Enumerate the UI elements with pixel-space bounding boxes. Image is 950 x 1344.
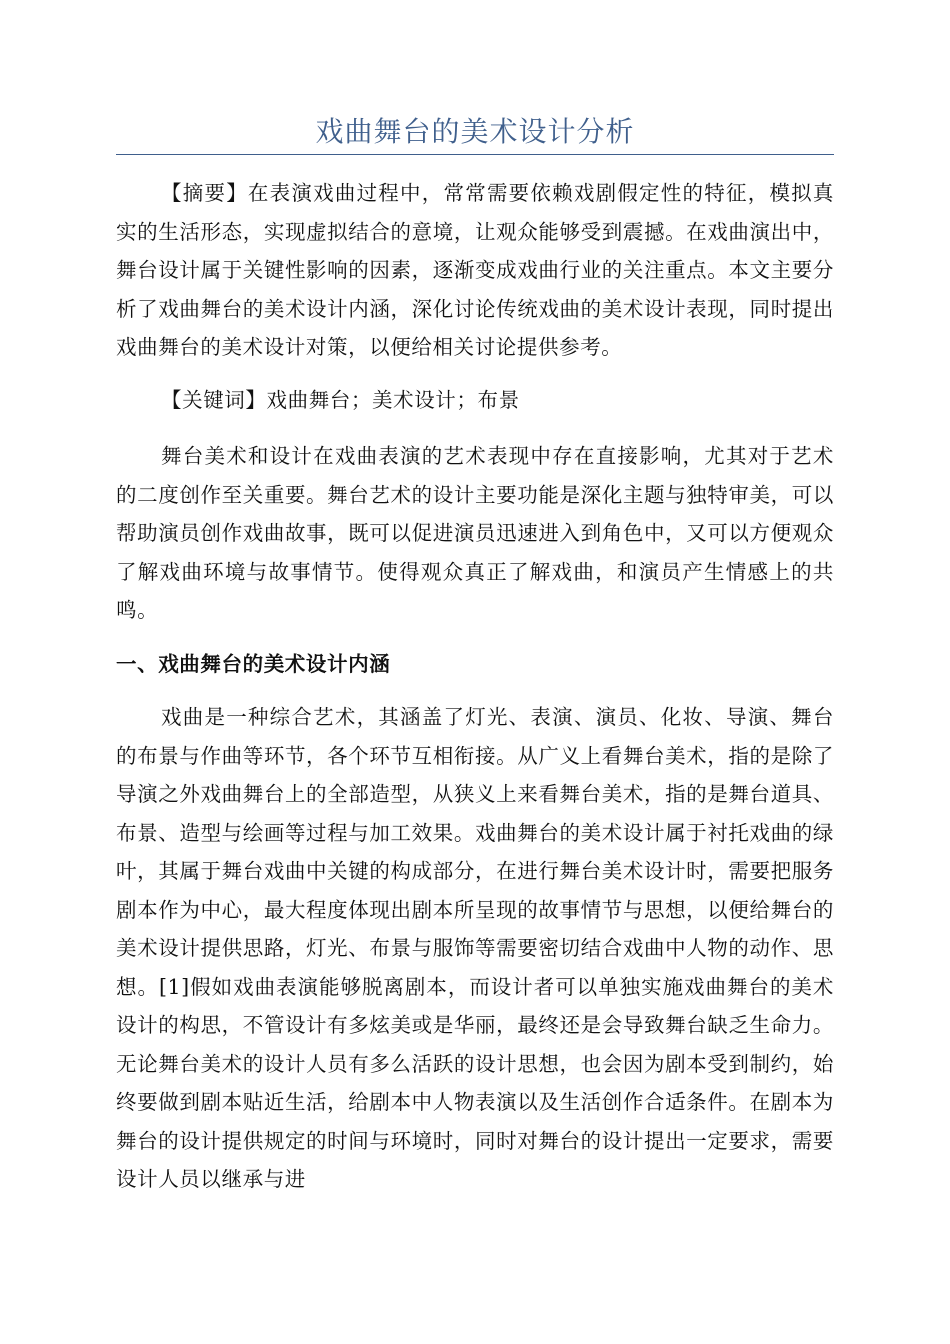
section-1-paragraph: 戏曲是一种综合艺术，其涵盖了灯光、表演、演员、化妆、导演、舞台的布景与作曲等环节，各个环节互相衔接。从广义上看舞台美术，指的是除了导演之外戏曲舞台上的全部造型，从狭义上来看舞台美术，指的是舞台道具、布景、造型与绘画等过程与加工效果。戏曲舞台的美术设计属于衬托戏曲的绿叶，其属于舞台戏曲中关键的构成部分，在进行舞台美术设计时，需要把服务剧本作为中心，最大程度体现出剧本所呈现的故事情节与思想，以便给舞台的美术设计提供思路，灯光、布景与服饰等需要密切结合戏曲中人物的动作、思想。[1]假如戏曲表演能够脱离剧本，而设计者可以单独实施戏曲舞台的美术设计的构思，不管设计有多炫美或是华丽，最终还是会导致舞台缺乏生命力。无论舞台美术的设计人员有多么活跃的设计思想，也会因为剧本受到制约，始终要做到剧本贴近生活，给剧本中人物表演以及生活创作合适条件。在剧本为舞台的设计提供规定的时间与环境时，同时对舞台的设计提出一定要求，需要设计人员以继承与进 — [116, 705, 834, 1191]
document-title: 戏曲舞台的美术设计分析 — [315, 115, 635, 148]
title-underline — [116, 154, 834, 155]
abstract-paragraph: 【摘要】在表演戏曲过程中，常常需要依赖戏剧假定性的特征，模拟真实的生活形态，实现虚拟结合的意境，让观众能够受到震撼。在戏曲演出中，舞台设计属于关键性影响的因素，逐渐变成戏曲行业的关注重点。本文主要分析了戏曲舞台的美术设计内涵，深化讨论传统戏曲的美术设计表现，同时提出戏曲舞台的美术设计对策，以便给相关讨论提供参考。 — [116, 181, 834, 359]
section-heading-1: 一、戏曲舞台的美术设计内涵 — [116, 652, 391, 676]
keywords-paragraph: 【关键词】戏曲舞台；美术设计；布景 — [161, 388, 520, 412]
intro-paragraph: 舞台美术和设计在戏曲表演的艺术表现中存在直接影响，尤其对于艺术的二度创作至关重要。舞台艺术的设计主要功能是深化主题与独特审美，可以帮助演员创作戏曲故事，既可以促进演员迅速进入到角色中，又可以方便观众了解戏曲环境与故事情节。使得观众真正了解戏曲，和演员产生情感上的共鸣。 — [116, 444, 834, 622]
